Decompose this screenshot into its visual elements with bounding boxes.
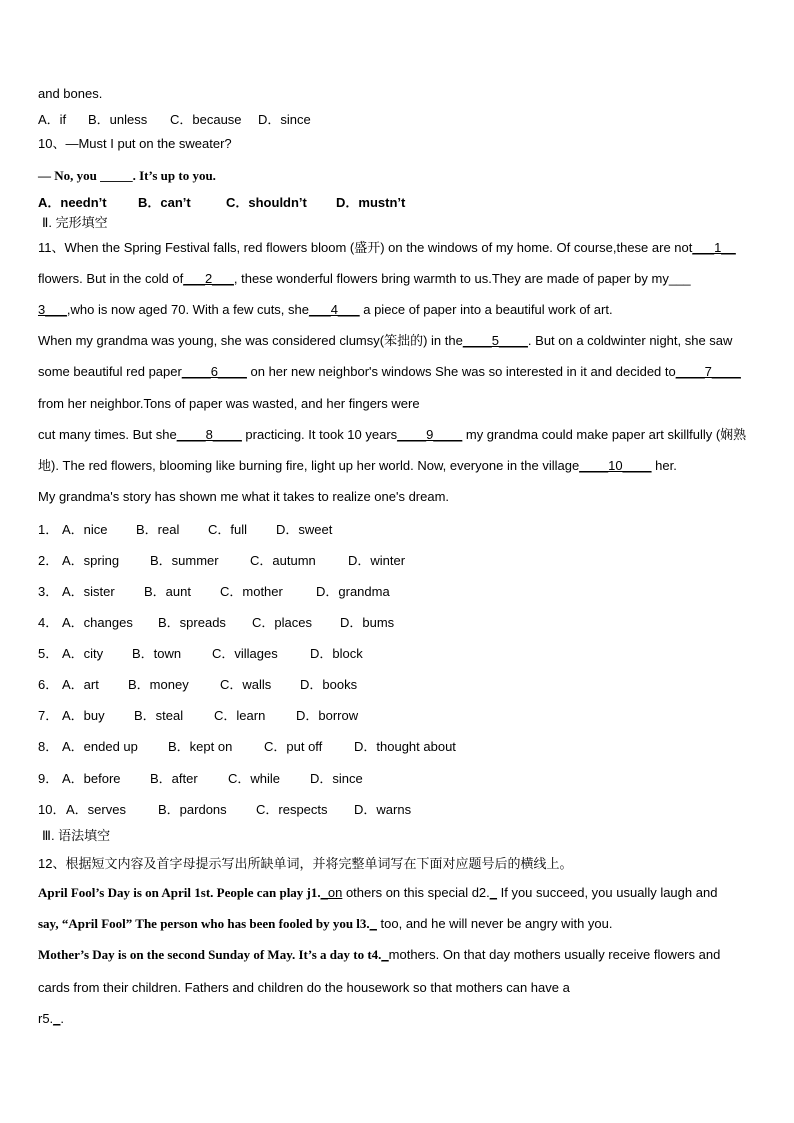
- cloze-option-row: 6． A．art B．money C．walls D．books: [38, 677, 358, 692]
- section2-title: Ⅱ. 完形填空: [42, 215, 108, 230]
- q10-answer-line: — No, you _____. It’s up to you.: [38, 168, 216, 183]
- cloze-option-row: 1． A．nice B．real C．full D．sweet: [38, 522, 333, 537]
- q11-line-4: When my grandma was young, she was considered clumsy(笨拙的) in the____5____. But on a coldwinter night, she saw: [38, 333, 733, 348]
- option-c: C．because: [170, 112, 242, 127]
- cloze-option-row: 9． A．before B．after C．while D．since: [38, 771, 363, 786]
- q11-line-9: My grandma's story has shown me what it takes to realize one's dream.: [38, 489, 450, 504]
- option-c: C．shouldn’t: [226, 195, 307, 210]
- q11-line-6: from her neighbor.Tons of paper was wasted, and her fingers were: [38, 396, 420, 411]
- q9-tail: and bones.: [38, 86, 103, 101]
- option-a: A．needn’t: [38, 195, 107, 210]
- option-b: B．can’t: [138, 195, 191, 210]
- cloze-option-row: 8． A．ended up B．kept on C．put off D．thought about: [38, 739, 456, 754]
- q11-line-5: some beautiful red paper____6____ on her new neighbor's windows She was so interested in it and decided to____7____: [38, 364, 741, 379]
- q12-p2-line-1: Mother’s Day is on the second Sunday of May. It’s a day to t4._mothers. On that day mothers usually receive flowers and: [38, 947, 721, 962]
- q11-line-7: cut many times. But she____8____ practicing. It took 10 years____9____ my grandma could make paper art skillfully (娴熟: [38, 427, 747, 442]
- q12-p2-line-3: r5._.: [38, 1011, 65, 1026]
- option-d: D．mustn’t: [336, 195, 406, 210]
- section3-title: Ⅲ. 语法填空: [42, 828, 111, 843]
- q12-p2-line-2: cards from their children. Fathers and children do the housework so that mothers can have a: [38, 980, 570, 995]
- q10-stem: 10、—Must I put on the sweater?: [38, 136, 232, 151]
- cloze-option-row: 5． A．city B．town C．villages D．block: [38, 646, 363, 661]
- cloze-option-row: 10．A．serves B．pardons C．respects D．warns: [38, 802, 412, 817]
- cloze-option-row: 3． A．sister B．aunt C．mother D．grandma: [38, 584, 390, 599]
- q11-line-1: 11、When the Spring Festival falls, red flowers bloom (盛开) on the windows of my home. Of course,these are not___1__: [38, 240, 736, 255]
- q11-line-2: flowers. But in the cold of___2___, these wonderful flowers bring warmth to us.They are made of paper by my___: [38, 271, 691, 286]
- option-d: D．since: [258, 112, 311, 127]
- cloze-option-row: 2． A．spring B．summer C．autumn D．winter: [38, 553, 406, 568]
- option-a: A．if: [38, 112, 67, 127]
- q10-options: [38, 195, 405, 211]
- cloze-option-row: 4． A．changes B．spreads C．places D．bums: [38, 615, 395, 630]
- q11-line-8: 地). The red flowers, blooming like burning fire, light up her world. Now, everyone in the village____10____ her.: [38, 458, 677, 473]
- q12-instruction: 12、根据短文内容及首字母提示写出所缺单词，并将完整单词写在下面对应题号后的横线上。: [38, 856, 573, 871]
- q12-p1-line-1: April Fool’s Day is on April 1st. People can play j1._on others on this special d2._ If you succeed, you usually laugh and: [38, 885, 718, 900]
- cloze-option-row: 7． A．buy B．steal C．learn D．borrow: [38, 708, 359, 723]
- q11-line-3: 3___,who is now aged 70. With a few cuts, she___4___ a piece of paper into a beautiful work of art.: [38, 302, 613, 317]
- q9-options: [38, 112, 311, 128]
- option-b: B．unless: [88, 112, 148, 127]
- q12-p1-line-2: say, “April Fool” The person who has been fooled by you l3._ too, and he will never be angry with you.: [38, 916, 613, 931]
